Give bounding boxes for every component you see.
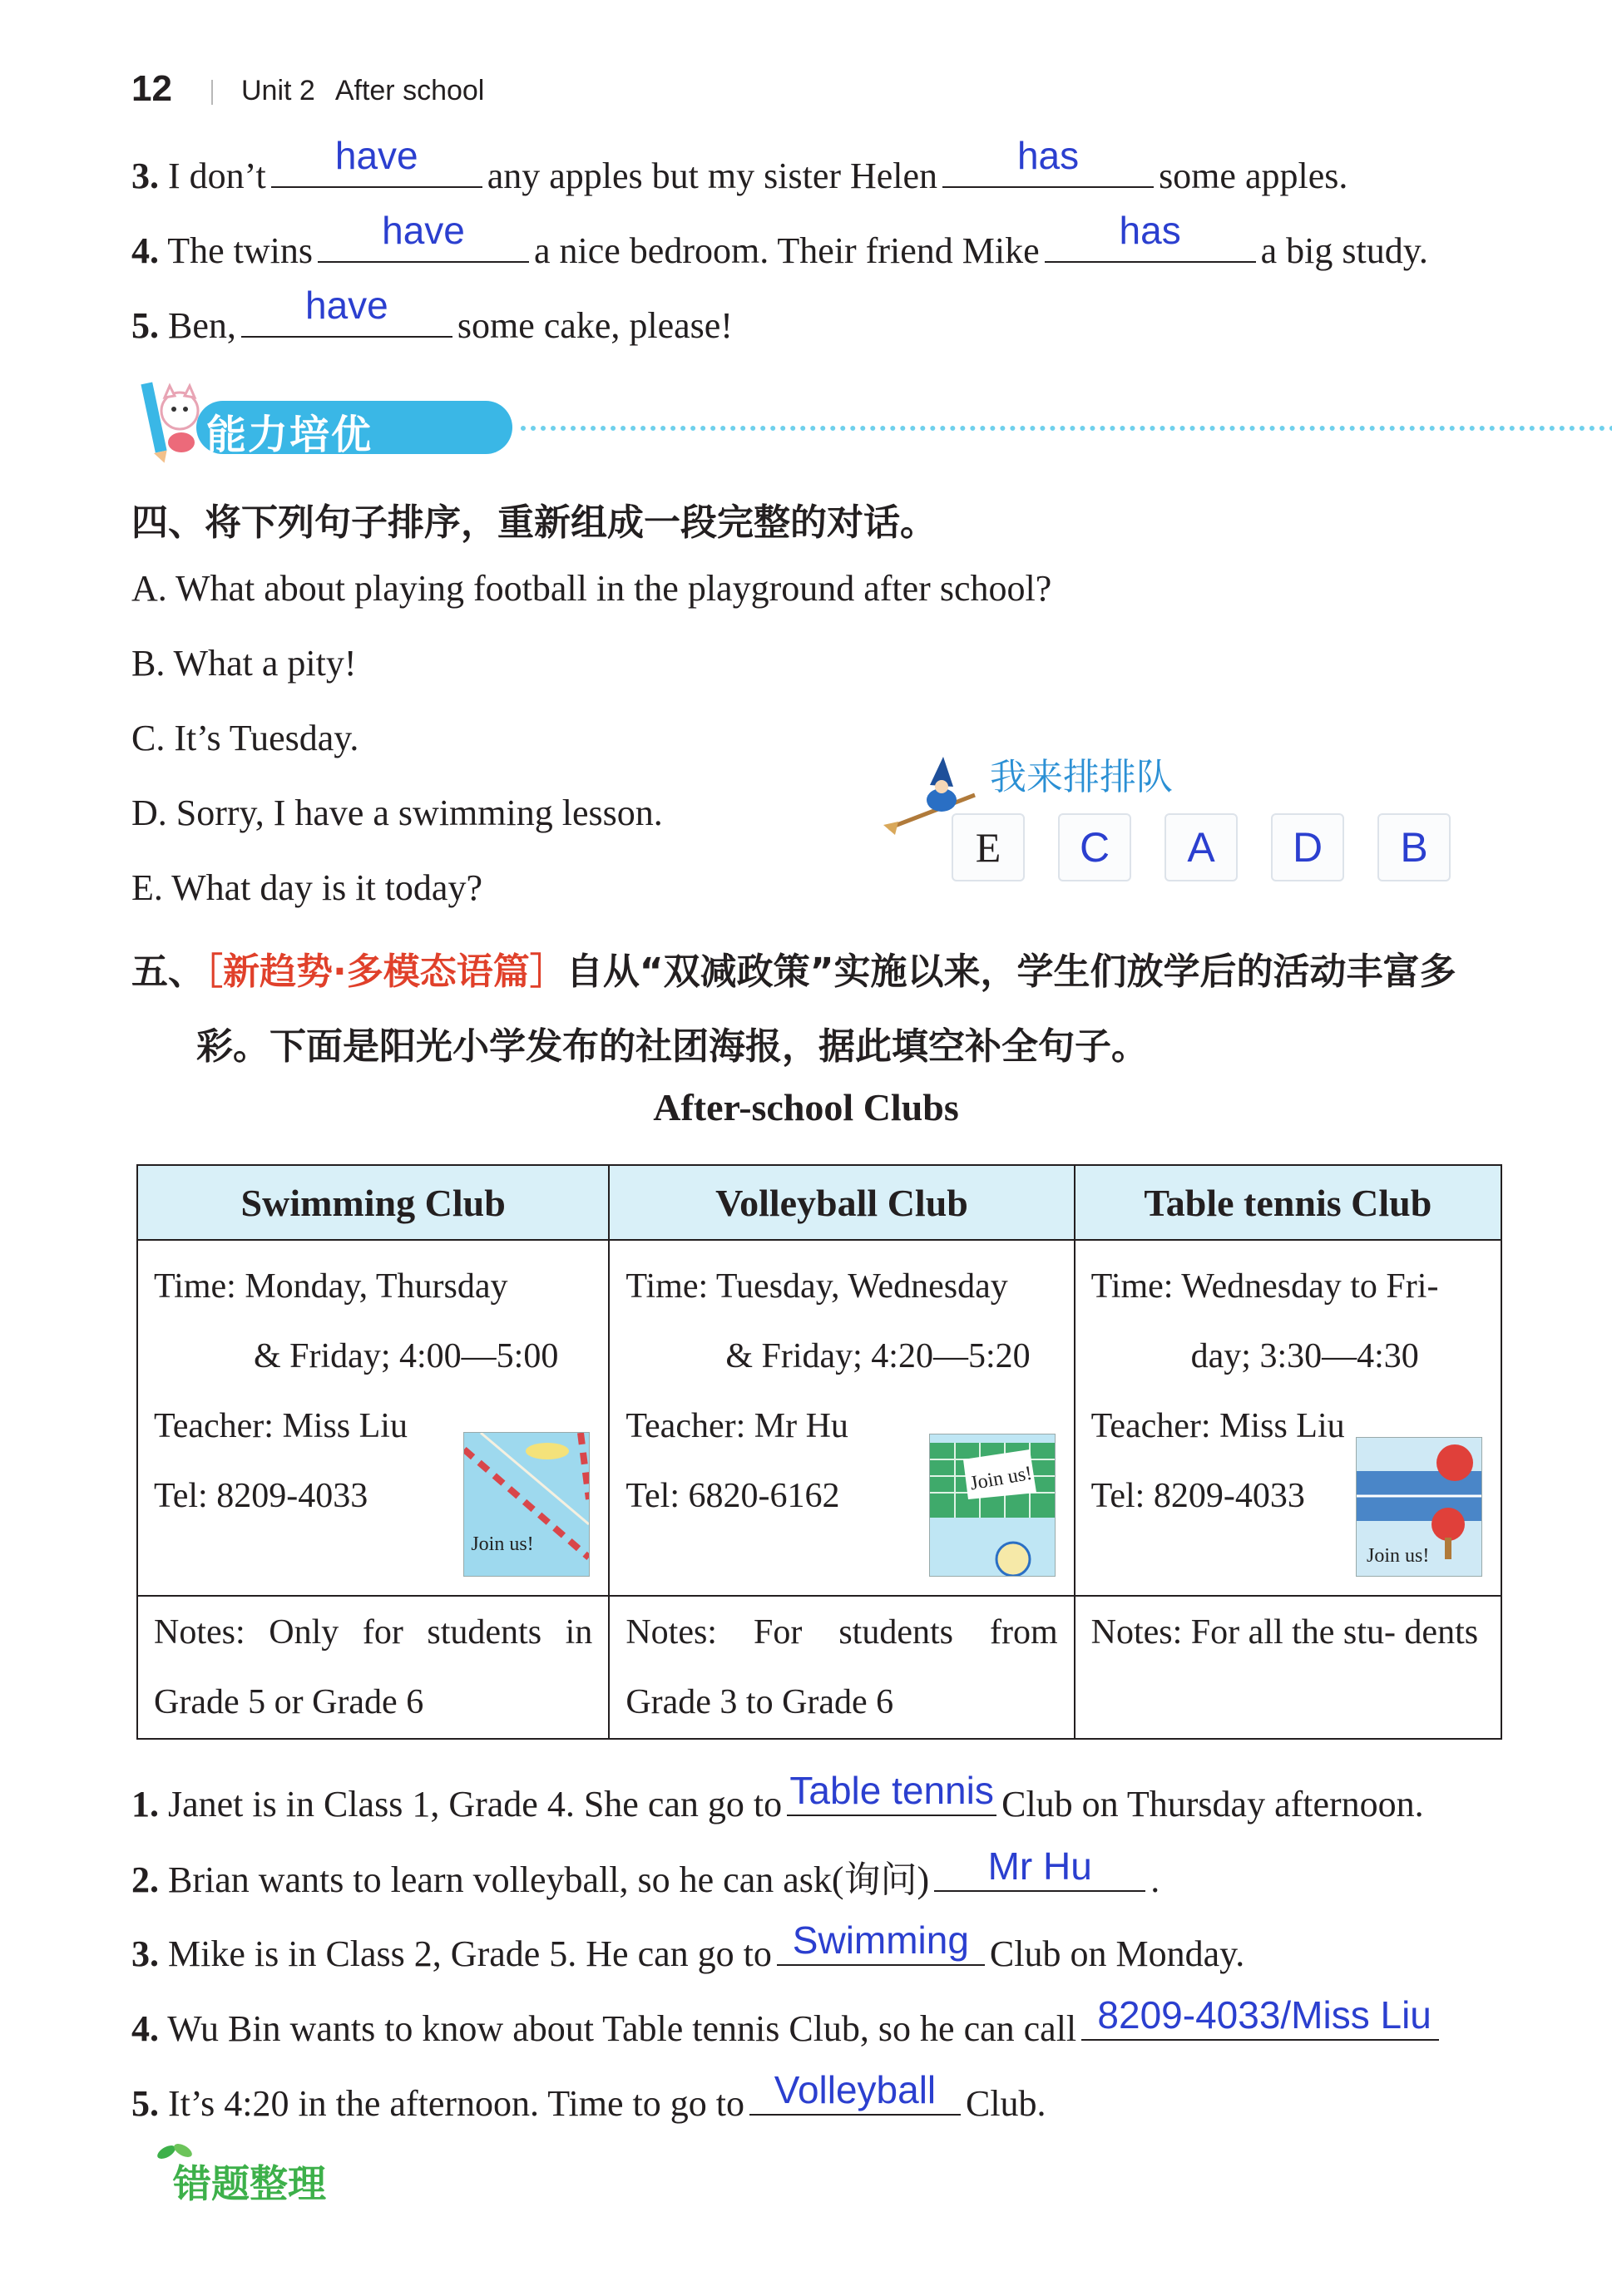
order-box-4[interactable]: D	[1271, 813, 1344, 881]
section5-title-line2: 彩。下面是阳光小学发布的社团海报，据此填空补全句子。	[196, 1025, 1148, 1068]
club-notes-volleyball: Notes: For students from Grade 3 to Grade 6	[609, 1596, 1074, 1739]
answer-blank[interactable]: 8209-4033/Miss Liu	[1081, 1999, 1439, 2041]
question-1: 1. Janet is in Class 1, Grade 4. She can go to Table tennis Club on Thursday afternoon.	[131, 1769, 1424, 1824]
banner-label: 能力培优	[206, 412, 373, 458]
club-details-swimming: Time: Monday, Thursday & Friday; 4:00—5:00 Teacher: Miss Liu Tel: 8209-4033 Join us!	[137, 1240, 609, 1596]
table-tennis-poster-image: Join us!	[1356, 1437, 1482, 1577]
clubs-table	[136, 1164, 1502, 1740]
banner-dotted-line	[521, 426, 1612, 431]
fill-item-5: 5. Ben, have some cake, please!	[131, 284, 733, 346]
club-header-table-tennis: Table tennis Club	[1075, 1165, 1501, 1240]
club-notes-swimming: Notes: Only for students in Grade 5 or Grade 6	[137, 1596, 609, 1739]
fill-item-4: 4. The twins have a nice bedroom. Their friend Mike has a big study.	[131, 209, 1428, 271]
trend-tag: ［新趋势·多模态语篇］	[205, 950, 566, 993]
swimming-poster-image: Join us!	[463, 1432, 590, 1577]
answer-blank[interactable]: Swimming	[777, 1924, 985, 1966]
fill-item-3: 3. I don’t have any apples but my sister Helen has some apples.	[131, 134, 1348, 196]
answer-blank[interactable]: has	[942, 150, 1154, 188]
unit-title	[241, 75, 484, 107]
order-box-2[interactable]: C	[1058, 813, 1131, 881]
order-title: 我来排排队	[990, 756, 1173, 798]
question-4: 4. Wu Bin wants to know about Table tennis Club, so he can call 8209-4033/Miss Liu	[131, 1999, 1444, 2050]
section5-title: 五、［新趋势·多模态语篇］自从“双减政策”实施以来，学生们放学后的活动丰富多	[131, 950, 1456, 993]
table-title: After-school Clubs	[653, 1086, 959, 1128]
option-b: B. What a pity!	[131, 643, 357, 684]
club-header-swimming: Swimming Club	[137, 1165, 609, 1240]
club-notes-table-tennis: Notes: For all the stu- dents	[1075, 1596, 1501, 1739]
section4-title: 四、将下列句子排序，重新组成一段完整的对话。	[131, 501, 937, 544]
option-a: A. What about playing football in the playground after school?	[131, 568, 1052, 609]
pencil-cat-icon	[130, 374, 201, 466]
header-divider	[211, 80, 213, 105]
question-3: 3. Mike is in Class 2, Grade 5. He can go to Swimming Club on Monday.	[131, 1918, 1245, 1974]
volleyball-poster-image: Join us!	[929, 1434, 1056, 1577]
order-box-1: E	[952, 813, 1025, 881]
section-banner	[130, 374, 1511, 466]
question-2: 2. Brian wants to learn volleyball, so he can ask(询问) Mr Hu .	[131, 1844, 1160, 1900]
page-number: 12	[131, 68, 172, 109]
answer-blank[interactable]: has	[1045, 225, 1256, 263]
answer-blank[interactable]: have	[241, 299, 452, 338]
order-box-3[interactable]: A	[1164, 813, 1238, 881]
club-details-table-tennis: Time: Wednesday to Fri- day; 3:30—4:30 Teacher: Miss Liu Tel: 8209-4033 Join us!	[1075, 1240, 1501, 1596]
option-c: C. It’s Tuesday.	[131, 718, 359, 758]
answer-blank[interactable]: Mr Hu	[934, 1850, 1145, 1892]
club-details-volleyball: Time: Tuesday, Wednesday & Friday; 4:20—5:20 Teacher: Mr Hu Tel: 6820-6162 Join us!	[609, 1240, 1074, 1596]
answer-blank[interactable]: have	[271, 150, 482, 188]
mistakes-review-label: 错题整理	[173, 2161, 326, 2206]
order-box-5[interactable]: B	[1377, 813, 1451, 881]
answer-blank[interactable]: Volleyball	[749, 2074, 961, 2116]
unit-label: Unit 2	[241, 75, 315, 106]
unit-name: After school	[334, 75, 485, 106]
answer-blank[interactable]: have	[318, 225, 529, 263]
option-e: E. What day is it today?	[131, 867, 482, 908]
answer-blank[interactable]: Table tennis	[787, 1775, 996, 1816]
club-header-volleyball: Volleyball Club	[609, 1165, 1074, 1240]
question-5: 5. It’s 4:20 in the afternoon. Time to go to Volleyball Club.	[131, 2068, 1046, 2124]
option-d: D. Sorry, I have a swimming lesson.	[131, 792, 663, 833]
